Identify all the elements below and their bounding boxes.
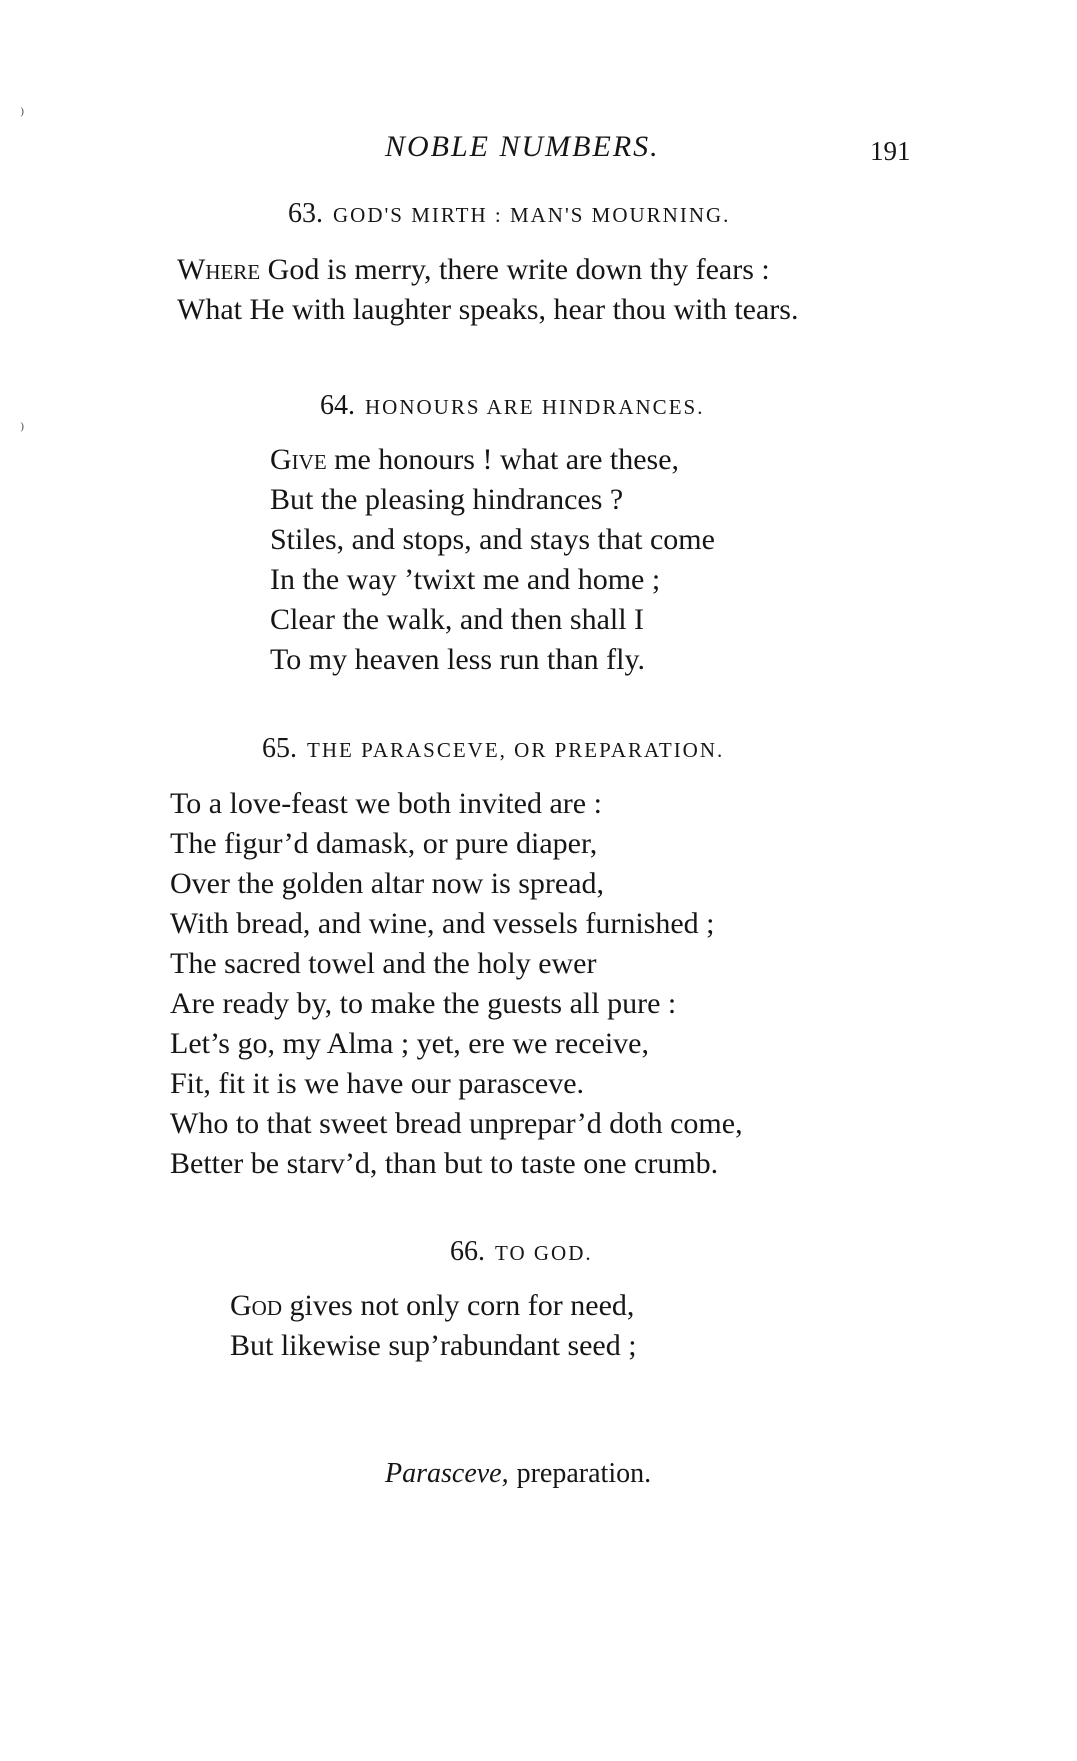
verse-text: The figur’d damask, or pure diaper, [170, 827, 598, 860]
verse-text: With bread, and wine, and vessels furnished ; [170, 907, 715, 940]
scan-speck: ⁾ [20, 105, 25, 125]
verse-line [170, 1144, 743, 1184]
verse-line [170, 824, 743, 864]
verse-text: gives not only corn for need, [282, 1289, 635, 1322]
verse-text: But the pleasing hindrances ? [270, 483, 624, 516]
verse-line [170, 1104, 743, 1144]
poem-title-63 [288, 198, 730, 230]
verse-text: To my heaven less run than fly. [270, 643, 646, 676]
stanza-66 [230, 1286, 637, 1366]
verse-text: Let’s go, my Alma ; yet, ere we receive, [170, 1027, 649, 1060]
verse-text: In the way ’twixt me and home ; [270, 563, 661, 596]
verse-text: God is merry, there write down thy fears : [260, 253, 770, 286]
footnote-definition: preparation. [516, 1458, 652, 1489]
poem-title-65 [262, 733, 724, 765]
verse-text: Better be starv’d, than but to taste one crumb. [170, 1147, 719, 1180]
scan-speck: ⁾ [20, 420, 25, 440]
verse-text: Fit, fit it is we have our parasceve. [170, 1067, 585, 1100]
verse-line [170, 904, 743, 944]
stanza-65 [170, 784, 743, 1184]
verse-text: Stiles, and stops, and stays that come [270, 523, 715, 556]
verse-text: But likewise sup’rabundant seed ; [230, 1329, 637, 1362]
verse-line [177, 290, 798, 330]
verse-text: Clear the walk, and then shall I [270, 603, 645, 636]
verse-line [270, 600, 715, 640]
verse-text: me honours ! what are these, [326, 443, 680, 476]
poem-number: 65. [262, 733, 297, 764]
verse-line [270, 520, 715, 560]
footnote-term: Parasceve, [385, 1458, 509, 1489]
stanza-63 [177, 250, 798, 330]
stanza-64 [270, 440, 715, 680]
poem-title-text: HONOURS ARE HINDRANCES. [365, 395, 705, 419]
verse-text: Who to that sweet bread unprepar’d doth come, [170, 1107, 743, 1140]
poem-title-text: GOD'S MIRTH : MAN'S MOURNING. [333, 203, 731, 227]
poem-title-64 [320, 390, 704, 422]
poem-number: 64. [320, 390, 355, 421]
verse-line [270, 560, 715, 600]
page-number: 191 [870, 136, 911, 166]
footnote [385, 1458, 651, 1490]
verse-line [230, 1286, 637, 1326]
verse-line [170, 784, 743, 824]
verse-line [230, 1326, 637, 1366]
verse-line [270, 640, 715, 680]
verse-line [170, 1024, 743, 1064]
verse-line [270, 480, 715, 520]
verse-lead-word: Give [270, 443, 327, 476]
verse-text: Are ready by, to make the guests all pure : [170, 987, 677, 1020]
verse-text: What He with laughter speaks, hear thou with tears. [177, 293, 799, 326]
verse-text: Over the golden altar now is spread, [170, 867, 605, 900]
verse-lead-word: Where [177, 253, 261, 286]
verse-line [177, 250, 798, 290]
poem-title-text: TO GOD. [495, 1241, 593, 1265]
running-head: NOBLE NUMBERS. [385, 130, 660, 163]
verse-line [170, 984, 743, 1024]
verse-text: To a love-feast we both invited are : [170, 787, 602, 820]
poem-number: 63. [288, 198, 323, 229]
poem-number: 66. [450, 1236, 485, 1267]
verse-line [170, 864, 743, 904]
verse-line [170, 1064, 743, 1104]
verse-text: The sacred towel and the holy ewer [170, 947, 597, 980]
verse-line [170, 944, 743, 984]
poem-title-text: THE PARASCEVE, OR PREPARATION. [307, 738, 725, 762]
verse-lead-word: God [230, 1289, 282, 1322]
poem-title-66 [450, 1236, 593, 1268]
verse-line [270, 440, 715, 480]
